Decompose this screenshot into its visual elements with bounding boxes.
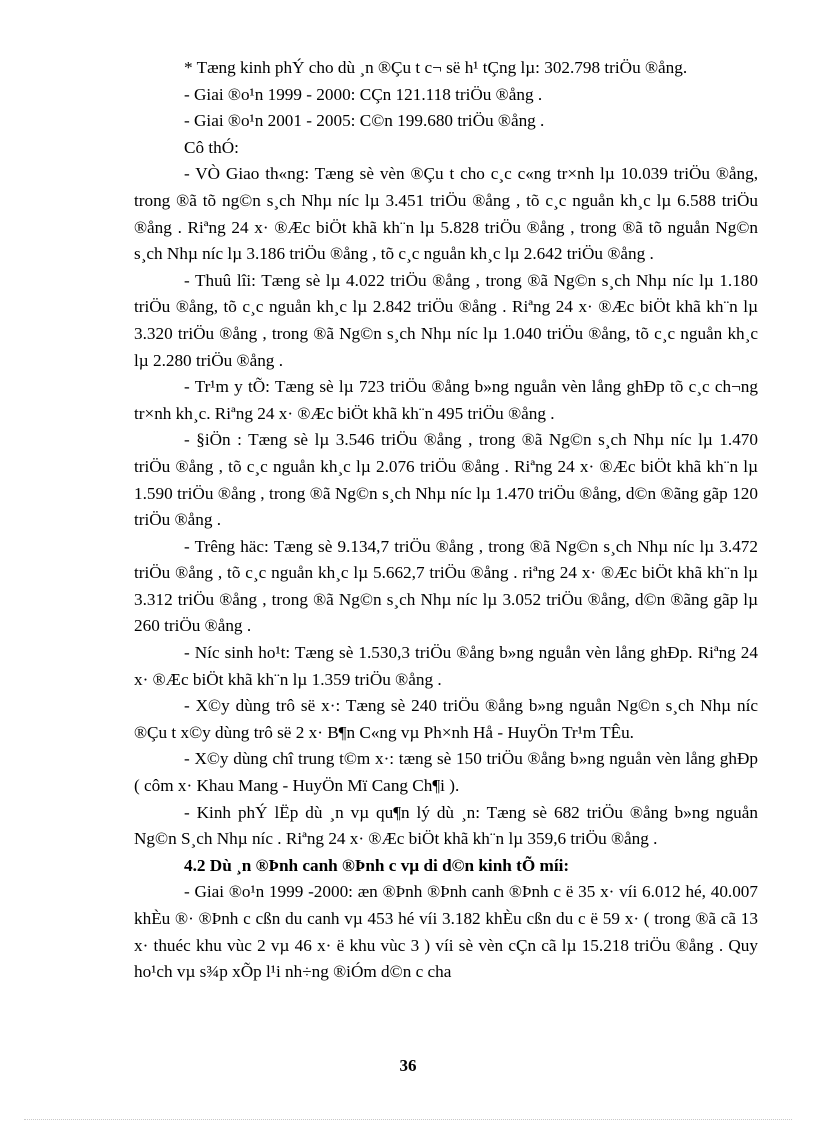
section-heading: 4.2 Dù ¸n ®Þnh canh ®Þnh c vµ di d©n kinh tÕ míi: bbox=[184, 855, 570, 875]
page-number: 36 bbox=[399, 1056, 417, 1075]
paragraph: Cô thÓ: bbox=[184, 137, 239, 157]
paragraph: - §iÖn : Tæng sè lµ 3.546 triÖu ®ång , trong ®ã Ng©n s¸ch Nhµ níc lµ 1.470 triÖu ®ång , tõ c¸c nguån kh¸c lµ 2.076 triÖu ®ång . Riªng 24 x· ®Æc biÖt khã kh¨n lµ 1.590 triÖu ®ång , trong ®ã Ng©n s¸ch Nhµ níc lµ 1.470 triÖu ®ång, d©n ®ãng gãp 120 triÖu ®ång . bbox=[134, 430, 758, 530]
paragraph: - Tr¹m y tÕ: Tæng sè lµ 723 triÖu ®ång b»ng nguån vèn lång ghÐp tõ c¸c ch¬ng tr×nh kh¸c. Riªng 24 x· ®Æc biÖt khã kh¨n 495 triÖu ®ång . bbox=[134, 377, 758, 423]
paragraph: - Níc sinh ho¹t: Tæng sè 1.530,3 triÖu ®ång b»ng nguån vèn lång ghÐp. Riªng 24 x· ®Æc biÖt khã kh¨n lµ 1.359 triÖu ®ång . bbox=[134, 643, 758, 689]
paragraph: - VÒ Giao th«ng: Tæng sè vèn ®Çu t cho c¸c c«ng tr×nh lµ 10.039 triÖu ®ång, trong ®ã tõ ng©n s¸ch Nhµ níc lµ 3.451 triÖu ®ång , tõ c¸c nguån kh¸c lµ 6.588 triÖu ®ång . Riªng 24 x· ®Æc biÖt khã kh¨n lµ 5.828 triÖu ®ång , trong ®ã tõ nguån Ng©n s¸ch Nhµ níc lµ 3.186 triÖu ®ång , tõ c¸c nguån kh¸c lµ 2.642 triÖu ®ång . bbox=[134, 164, 758, 264]
paragraph: - Thuû lîi: Tæng sè lµ 4.022 triÖu ®ång , trong ®ã Ng©n s¸ch Nhµ níc lµ 1.180 triÖu ®ång, tõ c¸c nguån kh¸c lµ 2.842 triÖu ®ång . Riªng 24 x· ®Æc biÖt khã kh¨n lµ 3.320 triÖu ®ång , trong ®ã Ng©n s¸ch Nhµ níc lµ 1.040 triÖu ®ång, tõ c¸c nguån kh¸c lµ 2.280 triÖu ®ång . bbox=[134, 270, 758, 370]
paragraph: - Giai ®o¹n 1999 - 2000: CÇn 121.118 triÖu ®ång . bbox=[184, 84, 543, 104]
document-body bbox=[134, 55, 758, 986]
paragraph: - Giai ®o¹n 2001 - 2005: C©n 199.680 triÖu ®ång . bbox=[184, 111, 545, 131]
paragraph: - Trêng häc: Tæng sè 9.134,7 triÖu ®ång , trong ®ã Ng©n s¸ch Nhµ níc lµ 3.472 triÖu ®ång , tõ c¸c nguån kh¸c lµ 5.662,7 triÖu ®ång . riªng 24 x· ®Æc biÖt khã kh¨n lµ 3.312 triÖu ®ång , trong ®ã Ng©n s¸ch Nhµ níc lµ 3.052 triÖu ®ång, d©n ®ãng gãp lµ 260 triÖu ®ång . bbox=[134, 536, 758, 636]
paragraph: - X©y dùng chî trung t©m x·: tæng sè 150 triÖu ®ång b»ng nguån vèn lång ghÐp ( côm x· Khau Mang - HuyÖn Mï Cang Ch¶i ). bbox=[134, 749, 758, 796]
paragraph: - X©y dùng trô së x·: Tæng sè 240 triÖu ®ång b»ng nguån Ng©n s¸ch Nhµ níc ®Çu t x©y dùng trô së 2 x· B¶n C«ng vµ Ph×nh Hå - HuyÖn Tr¹m TÊu. bbox=[134, 696, 758, 742]
paragraph: - Giai ®o¹n 1999 -2000: æn ®Þnh ®Þnh canh ®Þnh c ë 35 x· víi 6.012 hé, 40.007 khÈu ®· ®Þnh c cßn du canh vµ 453 hé víi 3.182 khÈu cßn du c ë 59 x· ( trong ®ã cã 13 x· thuéc khu vùc 2 vµ 46 x· ë khu vùc 3 ) víi sè vèn cÇn cã lµ 15.218 triÖu ®ång . Quy ho¹ch vµ s¾p xÕp l¹i nh÷ng ®iÓm d©n c cha bbox=[134, 882, 758, 982]
paragraph: - Kinh phÝ lËp dù ¸n vµ qu¶n lý dù ¸n: Tæng sè 682 triÖu ®ång b»ng nguån Ng©n S¸ch Nhµ níc . Riªng 24 x· ®Æc biÖt khã kh¨n lµ 359,6 triÖu ®ång . bbox=[134, 802, 758, 849]
footer-divider bbox=[24, 1119, 792, 1120]
paragraph: * Tæng kinh phÝ cho dù ¸n ®Çu t c¬ së h¹ tÇng lµ: 302.798 triÖu ®ång. bbox=[184, 58, 688, 77]
